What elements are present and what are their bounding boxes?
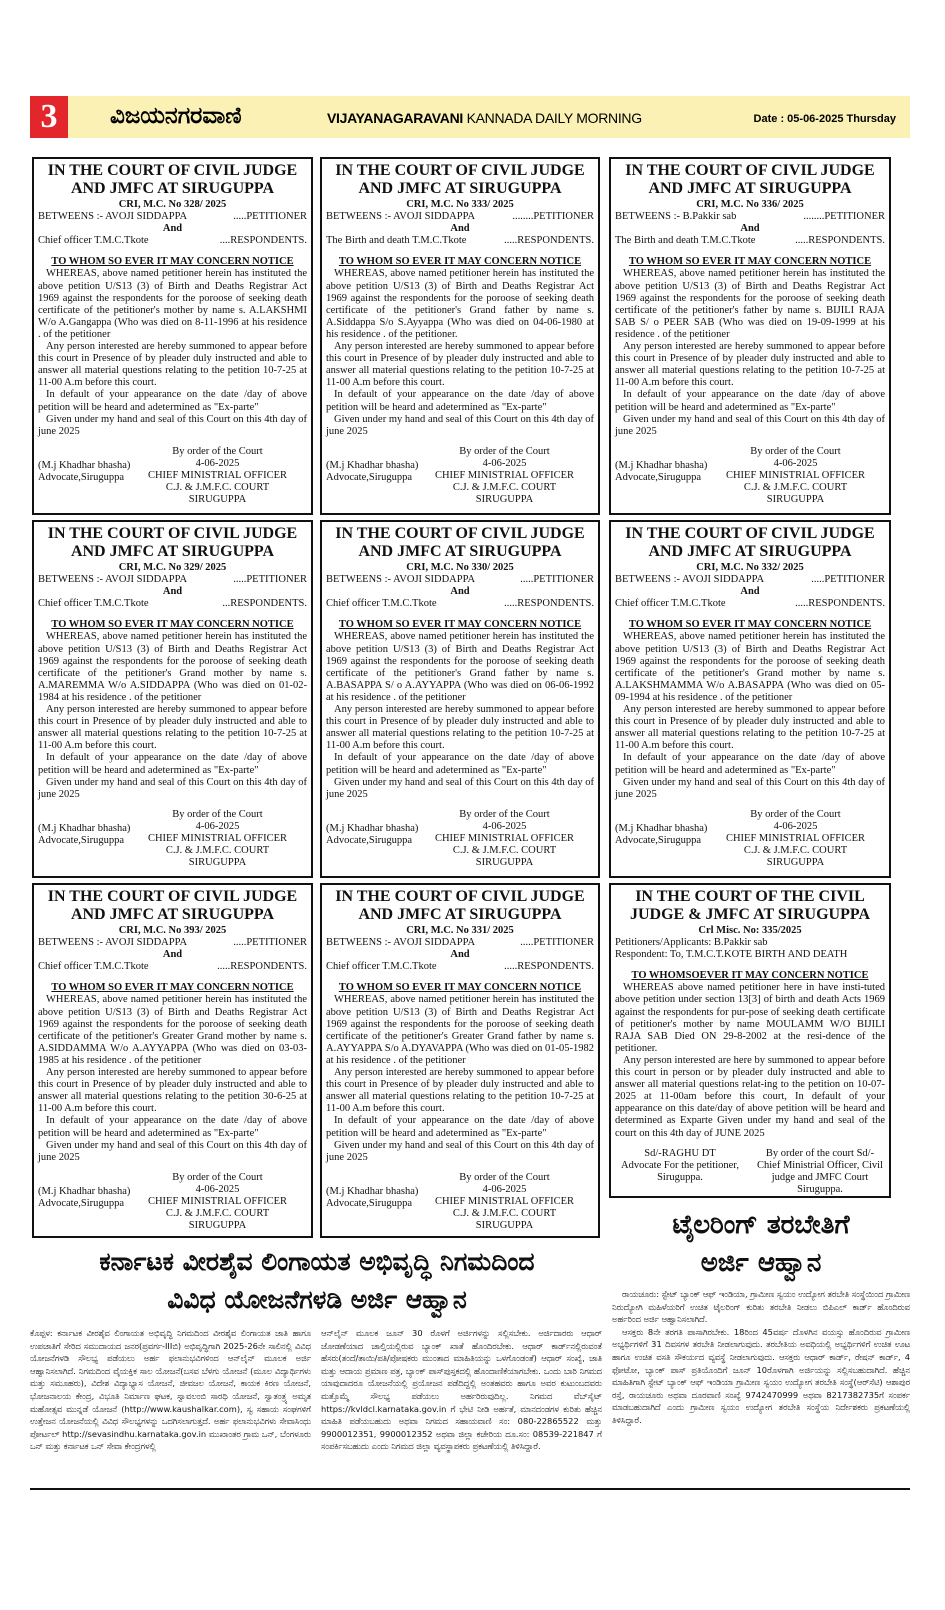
notice-paragraph: Given under my hand and seal of this Court on this 4th day of june 2025 — [615, 413, 885, 437]
notice-paragraph: WHEREAS, above named petitioner herein has instituted the above petition U/S13 (3) of Birth and Deaths Registrar Act 1969 against the respondents for the poroose of seeking death certificate of the petitioner's Greater Grand mother by name s. A.SIDDAMMA W/o A.AYYAPPA (Who was died on 03-03-1985 at his residence . of the petitioner — [38, 994, 307, 1066]
court-abbr: C.J. & J.M.F.C. COURT — [743, 845, 848, 857]
petitioner-role: .....PETITIONER — [520, 574, 594, 586]
signature-block — [38, 1172, 307, 1234]
order-line: By order of the Court — [750, 445, 841, 457]
petitioner-line — [38, 211, 307, 223]
court-order-block — [148, 809, 287, 869]
officer: CHIEF MINISTRIAL OFFICER — [147, 469, 287, 481]
issue-date: Date : 05-06-2025 Thursday — [753, 113, 896, 125]
respondent-role: ....RESPONDENTS. — [219, 235, 307, 247]
court-notice-333 — [320, 157, 600, 515]
court-place: SIRUGUPPA — [475, 857, 534, 869]
notice-paragraph: In default of your appearance on the date /day of above petition will be heard and adetermined as "Ex-parte" — [38, 752, 307, 776]
court-notice-336 — [609, 157, 891, 515]
court-notice-332 — [609, 520, 891, 878]
advocate-role: Advocate For the petitioner, — [621, 1159, 739, 1171]
court-order-block — [148, 446, 287, 506]
tailoring-ad-title — [612, 1206, 910, 1282]
respondent: Chief officer T.M.C.Tkote — [615, 598, 726, 610]
advocate-place: Advocate,Siruguppa — [326, 834, 413, 846]
advocate-block — [615, 1148, 745, 1196]
tailoring-ad-title-line2: ಅರ್ಜಿ ಆಹ್ವಾನ — [700, 1248, 822, 1278]
advocate-block — [615, 823, 707, 847]
notice-paragraph: In default of your appearance on the date /day of above petition will be heard and adetermined as "Ex-parte" — [615, 752, 885, 776]
petitioner: BETWEENS :- AVOJI SIDDAPPA — [326, 574, 476, 586]
advocate-name: (M.j Khadhar bhasha) — [38, 459, 131, 471]
advocate-name: (M.j Khadhar bhasha) — [326, 1185, 419, 1197]
notice-title: IN THE COURT OF CIVIL JUDGE AND JMFC AT SIRUGUPPA — [47, 162, 298, 197]
petitioner: BETWEENS :- AVOJI SIDDAPPA — [326, 211, 476, 223]
paper-name-kannada: ವಿಜಯನಗರವಾಣಿ — [110, 103, 242, 129]
respondent-role: .....RESPONDENTS. — [504, 961, 594, 973]
court-place: SIRUGUPPA — [475, 494, 534, 506]
court-notice-335 — [609, 883, 891, 1198]
advocate-name: (M.j Khadhar bhasha) — [615, 822, 708, 834]
court-notice-330 — [320, 520, 600, 878]
tailoring-ad-paragraph: ಆಸಕ್ತರು 8ನೇ ತರಗತಿ ಪಾಸಾಗಿರಬೇಕು. 18ರಿಂದ 45ವರ್ಷ ದೊಳಗಿನ ವಯಸ್ಸು ಹೊಂದಿರುವ ಗ್ರಾಮೀಣ ಅಭ್ಯರ್ಥಿಗಳಿಗೆ 31 ದಿವಸಗಳ ತರಬೇತಿ ನೀಡಲಾಗುವುದು. ತರಬೇತಿಯ ಅವಧಿಯಲ್ಲಿ ಅಭ್ಯರ್ಥಿಗಳಿಗೆ ಉಚಿತ ಊಟ ಹಾಗೂ ಉಚಿತ ವಸತಿ ಸೌಕರ್ಯದ ವ್ಯವಸ್ಥೆ ನೀಡಲಾಗುವುದು. ಆಸಕ್ತರು ಆಧಾರ್ ಕಾರ್ಡ್, ರೇಷನ್ ಕಾರ್ಡ್, 4 ಫೋಟೋ, ಬ್ಯಾಂಕ್ ಪಾಸ್ ಪ್ರತಿಯೊಂದಿಗೆ ಜೂನ್ 10ರೊಳಗಾಗಿ ಅರ್ಜಿಯನ್ನು ಸಲ್ಲಿಸಬಹುದಾಗಿದೆ. ಹೆಚ್ಚಿನ ಮಾಹಿತಿಗಾಗಿ ಸ್ಟೇಟ್ ಬ್ಯಾಂಕ್ ಆಫ್ ಇಂಡಿಯಾ ಗ್ರಾಮೀಣ ಸ್ವಯಂ ಉದ್ಯೋಗ ತರಬೇತಿ ಸಂಸ್ಥೆ(ಆರ್‌ಸೆಟಿ) ಆಶಾಪುರ ರಸ್ತೆ, ರಾಯಚೂರು ಅಥವಾ ದೂರವಾಣಿ ಸಂಖ್ಯೆ 9742470999 ಅಥವಾ 8217382735ಗೆ ಸಂಪರ್ಕ ಮಾಡಬಹುದಾಗಿದೆ ಎಂದು ಗ್ರಾಮೀಣ ಸ್ವಯಂ ಉದ್ಯೋಗ ತರಬೇತಿ ಸಂಸ್ಥೆಯ ನಿರ್ದೇಶಕರು ಪ್ರಕಟಣೆಯಲ್ಲಿ ತಿಳಿಸಿದ್ದಾರೆ. — [612, 1326, 910, 1425]
case-number: CRI, M.C. No 329/ 2025 — [118, 562, 227, 573]
signature-block — [326, 1172, 594, 1234]
advocate-block — [326, 823, 418, 847]
petitioner: BETWEENS :- AVOJI SIDDAPPA — [38, 574, 188, 586]
veerashaiva-ad-title-line2: ವಿವಿಧ ಯೋಜನೆಗಳಡಿ ಅರ್ಜಿ ಆಹ್ವಾನ — [167, 1285, 467, 1314]
case-number: CRI, M.C. No 332/ 2025 — [696, 562, 804, 573]
respondent-line — [38, 598, 307, 610]
petitioner-role: .....PETITIONER — [233, 574, 307, 586]
respondent-line — [615, 235, 885, 247]
page-number: 3 — [30, 96, 68, 138]
respondent: Chief officer T.M.C.Tkote — [38, 961, 149, 973]
notice-paragraph: Any person interested are hereby summoned to appear before this court in Presence of by pleader duly instructed and able to answer all material questions relating to the petition 30-6-25 at 11-00 A.m before this court. — [38, 1067, 307, 1115]
advocate-place: Advocate,Siruguppa — [615, 834, 702, 846]
petitioner: BETWEENS :- AVOJI SIDDAPPA — [38, 937, 188, 949]
veerashaiva-ad-title-line1: ಕರ್ನಾಟಕ ವೀರಶೈವ ಲಿಂಗಾಯತ ಅಭಿವೃದ್ಧಿ ನಿಗಮದಿಂದ — [99, 1247, 535, 1276]
respondent-role: .....RESPONDENTS. — [217, 961, 307, 973]
notice-paragraph: In default of your appearance on the date /day of above petition will be heard and adetermined as "Ex-parte" — [38, 1115, 307, 1139]
court-notice-393 — [32, 883, 313, 1238]
advocate-place: Advocate,Siruguppa — [326, 471, 413, 483]
masthead — [30, 96, 910, 138]
petitioner-role: ........PETITIONER — [803, 211, 885, 223]
notice-title: IN THE COURT OF CIVIL JUDGE AND JMFC AT SIRUGUPPA — [625, 162, 875, 197]
petitioner: BETWEENS :- AVOJI SIDDAPPA — [38, 211, 188, 223]
respondent-line — [615, 598, 885, 610]
case-number: CRI, M.C. No 336/ 2025 — [696, 199, 804, 210]
order-line: By order of the Court — [172, 1171, 263, 1183]
respondent-role: .....RESPONDENTS. — [504, 235, 594, 247]
respondent-role: ...RESPONDENTS. — [222, 598, 307, 610]
signature-block — [615, 1148, 885, 1196]
officer: CHIEF MINISTRIAL OFFICER — [725, 469, 865, 481]
order-date: 4-06-2025 — [773, 820, 818, 832]
order-date: 4-06-2025 — [482, 820, 527, 832]
court-order-block — [435, 446, 574, 506]
court-place: SIRUGUPPA — [188, 494, 247, 506]
respondent-role: .....RESPONDENTS. — [795, 235, 885, 247]
advocate-place: Advocate,Siruguppa — [38, 471, 125, 483]
case-number: CRI, M.C. No 331/ 2025 — [406, 925, 514, 936]
veerashaiva-ad-body — [30, 1327, 602, 1453]
advocate-name: Sd/-RAGHU DT — [644, 1147, 716, 1159]
petitioner-role: .....PETITIONER — [233, 211, 307, 223]
and-label: And — [162, 949, 183, 961]
notice-title: IN THE COURT OF CIVIL JUDGE AND JMFC AT SIRUGUPPA — [335, 888, 585, 923]
notice-title: IN THE COURT OF CIVIL JUDGE AND JMFC AT SIRUGUPPA — [335, 525, 585, 560]
notice-heading: TO WHOMSOEVER IT MAY CONCERN NOTICE — [631, 970, 869, 982]
court-place: SIRUGUPPA — [188, 857, 247, 869]
notice-title: IN THE COURT OF CIVIL JUDGE AND JMFC AT SIRUGUPPA — [47, 888, 298, 923]
order-date: 4-06-2025 — [482, 1183, 527, 1195]
order-date: 4-06-2025 — [773, 457, 818, 469]
petitioner-role: .....PETITIONER — [520, 937, 594, 949]
petitioner-line — [615, 211, 885, 223]
advocate-place: Advocate,Siruguppa — [615, 471, 702, 483]
signature-block — [38, 809, 307, 871]
paper-tagline: KANNADA DAILY MORNING — [466, 110, 642, 126]
and-label: And — [740, 586, 760, 598]
case-number: CRI, M.C. No 393/ 2025 — [118, 925, 227, 936]
advocate-name: (M.j Khadhar bhasha) — [38, 1185, 131, 1197]
and-label: And — [450, 586, 470, 598]
respondent-line — [38, 961, 307, 973]
court-place: SIRUGUPPA — [188, 1220, 247, 1232]
respondent-line — [326, 235, 594, 247]
notice-paragraph: In default of your appearance on the date /day of above petition will be heard and adetermined as "Ex-parte" — [326, 752, 594, 776]
court-place: SIRUGUPPA — [475, 1220, 534, 1232]
notice-paragraph: Given under my hand and seal of this Court on this 4th day of june 2025 — [615, 776, 885, 800]
advocate-name: (M.j Khadhar bhasha) — [615, 459, 708, 471]
petitioner-role: ........PETITIONER — [512, 211, 594, 223]
petitioner: BETWEENS :- AVOJI SIDDAPPA — [326, 937, 476, 949]
notice-paragraph: Any person interested are hereby summoned to appear before this court in Presence of by pleader duly instructed and able to answer all material questions relating to the petition 10-7-25 at 11-00 A.m before this court. — [326, 704, 594, 752]
order-line: By order of the Court — [172, 445, 263, 457]
order-date: 4-06-2025 — [482, 457, 527, 469]
respondent: The Birth and death T.M.C.Tkote — [326, 235, 467, 247]
notice-paragraph: WHEREAS above named petitioner here in have insti-tuted above petition under section 13[3] of birth and death Acts 1969 against the respondents for pur-pose of seeking death certificate of petitioner's mother by name MOULAMM W/O BIJILI RAJA SAB Died ON 29-8-2002 at the resi-dence of the petitioner. — [615, 982, 885, 1054]
petitioner-line — [326, 574, 594, 586]
respondent-line — [38, 235, 307, 247]
respondent-line — [326, 961, 594, 973]
advocate-block — [38, 460, 130, 484]
and-label: And — [162, 586, 183, 598]
signature-block — [38, 446, 307, 508]
respondent: Chief officer T.M.C.Tkote — [38, 598, 149, 610]
case-number: CRI, M.C. No 330/ 2025 — [406, 562, 514, 573]
order-line: By order of the Court — [172, 808, 263, 820]
advocate-block — [615, 460, 707, 484]
court-order-block — [435, 1172, 574, 1232]
court-abbr: C.J. & J.M.F.C. COURT — [452, 1208, 557, 1220]
notice-paragraph: WHEREAS, above named petitioner herein has instituted the above petition U/S13 (3) of Birth and Deaths Registrar Act 1969 against the respondents for the poroose of seeking death certificate of the petitioner's mother by name s. A.LAKSHMI W/o A.Gangappa (Who was died on 8-11-1996 at his residence . of the petitioner — [38, 268, 307, 340]
order-line: By order of the court Sd/- — [765, 1147, 875, 1159]
case-number: CRI, M.C. No 333/ 2025 — [406, 199, 514, 210]
respondent: Respondent: To, T.M.C.T.KOTE BIRTH AND DEATH — [615, 949, 848, 961]
notice-paragraph: Any person interested are hereby summoned to appear before this court in Presence of by pleader duly instructed and able to answer all material questions relating to the petition 10-7-25 at 11-00 A.m before this court. — [615, 341, 885, 389]
petitioner-line — [615, 574, 885, 586]
notice-paragraph: WHEREAS, above named petitioner herein has instituted the above petition U/S13 (3) of Birth and Deaths Registrar Act 1969 against the respondents for the poroose of seeking death certificate of the petitioner's Grand father by name s. A.Siddappa S/o S.Ayyappa (Who was died on 04-06-1980 at his residence . of the petitioner. — [326, 268, 594, 340]
advocate-name: (M.j Khadhar bhasha) — [326, 822, 419, 834]
notice-paragraph: In default of your appearance on the date /day of above petition will be heard and adetermined as "Ex-parte" — [326, 389, 594, 413]
court-notice-328 — [32, 157, 313, 515]
court-order-block — [148, 1172, 287, 1232]
case-number: Crl Misc. No: 335/2025 — [698, 925, 802, 936]
order-line: By order of the Court — [459, 808, 550, 820]
court-abbr: C.J. & J.M.F.C. COURT — [452, 845, 557, 857]
notice-paragraph: WHEREAS, above named petitioner herein has instituted the above petition U/S13 (3) of Birth and Deaths Registrar Act 1969 against the respondents for the poroose of seeking death certificate of the petitioner's father by name s. BIJILI RAJA SAB S/ o PEER SAB (Who was died on 19-09-1999 at his residence . of the petitioner — [615, 268, 885, 340]
petitioner: BETWEENS :- AVOJI SIDDAPPA — [615, 574, 765, 586]
signature-block — [326, 446, 594, 508]
advocate-block — [38, 823, 130, 847]
respondent-role: .....RESPONDENTS. — [795, 598, 885, 610]
court-place: SIRUGUPPA — [766, 494, 825, 506]
notice-paragraph: Any person interested are hereby summoned to appear before this court in Presence of by pleader duly instructed and able to answer all material questions relating to the petition 10-7-25 at 11-00 A.m before this court. — [326, 341, 594, 389]
petitioner: BETWEENS :- B.Pakkir sab — [615, 211, 737, 223]
court-abbr: C.J. & J.M.F.C. COURT — [165, 845, 270, 857]
notice-title: IN THE COURT OF THE CIVIL JUDGE & JMFC AT SIRUGUPPA — [630, 888, 870, 923]
notice-paragraph: In default of your appearance on the date /day of above petition will be heard and adetermined as "Ex-parte" — [615, 389, 885, 413]
notice-paragraph: In default of your appearance on the date /day of above petition will be heard and adetermined as "Ex-parte" — [38, 389, 307, 413]
notice-paragraph: WHEREAS, above named petitioner herein has instituted the above petition U/S13 (3) of Birth and Deaths Registrar Act 1969 against the respondents for the poroose of seeking death certificate of the petitioner's Grand father by name s. A.BASAPPA S/ o A.AYYAPPA (Who was died on 06-06-1992 at his residence . of the petitioner — [326, 631, 594, 703]
officer: CHIEF MINISTRIAL OFFICER — [434, 832, 574, 844]
and-label: And — [450, 949, 470, 961]
paper-name-english — [327, 110, 642, 126]
advocate-block — [38, 1186, 130, 1210]
and-label: And — [162, 223, 183, 235]
petitioner-line — [326, 211, 594, 223]
advocate-block — [326, 1186, 418, 1210]
court-place: Siruguppa. — [797, 1183, 843, 1195]
and-label: And — [450, 223, 470, 235]
notice-paragraph: Given under my hand and seal of this Court on this 4th day of june 2025 — [38, 776, 307, 800]
notice-paragraph: In default of your appearance on the date /day of above petition will be heard and adetermined as "Ex-parte" — [326, 1115, 594, 1139]
case-number: CRI, M.C. No 328/ 2025 — [118, 199, 227, 210]
notice-paragraph: Given under my hand and seal of this Court on this 4th day of june 2025 — [38, 1139, 307, 1163]
notice-heading: TO WHOM SO EVER IT MAY CONCERN NOTICE — [338, 619, 582, 631]
order-line: By order of the Court — [750, 808, 841, 820]
respondent: Chief officer T.M.C.Tkote — [326, 961, 437, 973]
notice-paragraph: Given under my hand and seal of this Court on this 4th day of june 2025 — [326, 413, 594, 437]
order-date: 4-06-2025 — [195, 1183, 240, 1195]
notice-paragraph: Any person interested are hereby summoned to appear before this court in Presence of by pleader duly instructed and able to answer all material questions relating to the petition 10-7-25 at 11-00 A.m before this court. — [38, 704, 307, 752]
notice-paragraph: Any person interested are hereby summoned to appear before this court in Presence of by pleader duly instructed and able to answer all material questions relating to the petition 10-7-25 at 11-00 A.m before this court. — [326, 1067, 594, 1115]
respondent: Chief officer T.M.C.Tkote — [38, 235, 149, 247]
notice-heading: TO WHOM SO EVER IT MAY CONCERN NOTICE — [51, 982, 294, 994]
advocate-place: Advocate,Siruguppa — [38, 1197, 125, 1209]
court-order-block — [755, 1148, 885, 1196]
veerashaiva-ad-col2: ಆನ್‌ಲೈನ್ ಮೂಲಕ ಜೂನ್ 30 ರೊಳಗೆ ಅರ್ಜಿಗಳನ್ನು ಸಲ್ಲಿಸಬೇಕು. ಅರ್ಜಿದಾರರು ಆಧಾರ್ ಜೋಡಣೆಯಾದ ಚಾಲ್ತಿಯಲ್ಲಿರುವ ಬ್ಯಾಂಕ್ ಖಾತೆ ಹೊಂದಿರಬೇಕು. ಆಧಾರ್ ಕಾರ್ಡ್‌ನಲ್ಲಿರುವಂತೆ ಹೆಸರು(ತಂದೆ/ತಾಯಿ/ಪತಿ/ಪೋಷಕರು ಮುಂತಾದ ಮಾಹಿತಿಯನ್ನು ಒಳಗೊಂಡಂತೆ) ಆಧಾರ್ ಸಂಖ್ಯೆ, ಜಾತಿ ಮತ್ತು ಆದಾಯ ಪ್ರಮಾಣ ಪತ್ರ, ಬ್ಯಾಂಕ್ ಪಾಸ್‌ಪುಸ್ತಕದಲ್ಲಿ ಹೊಂದಾಣಿಕೆಯಾಗಬೇಕು. ಒಂದು ಬಾರಿ ನಿಗಮದ ಯಾವುದಾದರೂ ಯೋಜನೆಯಲ್ಲಿ ಪ್ರಯೋಜನ ಪಡೆದಿದ್ದಲ್ಲಿ ಅಂತಹವರು ಹಾಗೂ ಅವರ ಕುಟುಂಬದವರು ಮತ್ತೊಮ್ಮೆ ಸೌಲಭ್ಯ ಪಡೆಯಲು ಅರ್ಹರಿರುವುದಿಲ್ಲ. ನಿಗಮದ ವೆಬ್‌ಸೈಟ್ https://kvldcl.karnataka.gov.in ಗೆ ಭೇಟಿ ನೀಡಿ ಅರ್ಹತೆ, ಮಾನದಂಡಗಳ ಕುರಿತು ಹೆಚ್ಚಿನ ಮಾಹಿತಿ ಪಡೆಯಬಹುದು ಅಥವಾ ನಿಗಮದ ಸಹಾಯವಾಣಿ ಸಂ: 080-22865522 ಮತ್ತು 9900012351, 9900012352 ಅಥವಾ ಜಿಲ್ಲಾ ಕಚೇರಿಯ ದೂ.ಸಂ: 08539-221847 ಗೆ ಸಂಪರ್ಕಿಸಬಹುದು ಎಂದು ನಿಗಮದ ಜಿಲ್ಲಾ ವ್ಯವಸ್ಥಾಪಕರು ಪ್ರಕಟಣೆಯಲ್ಲಿ ತಿಳಿಸಿದ್ದಾರೆ. — [321, 1328, 602, 1452]
petitioner-role: .....PETITIONER — [811, 574, 885, 586]
advocate-name: (M.j Khadhar bhasha) — [38, 822, 131, 834]
order-date: 4-06-2025 — [195, 457, 240, 469]
petitioner-role: .....PETITIONER — [233, 937, 307, 949]
notice-title: IN THE COURT OF CIVIL JUDGE AND JMFC AT SIRUGUPPA — [47, 525, 298, 560]
court-abbr: C.J. & J.M.F.C. COURT — [165, 482, 270, 494]
court-abbr: C.J. & J.M.F.C. COURT — [452, 482, 557, 494]
notice-heading: TO WHOM SO EVER IT MAY CONCERN NOTICE — [628, 256, 872, 268]
veerashaiva-ad-col1: ಕೊಪ್ಪಳ: ಕರ್ನಾಟಕ ವೀರಶೈವ ಲಿಂಗಾಯತ ಅಭಿವೃದ್ಧಿ ನಿಗಮದಿಂದ ವೀರಶೈವ ಲಿಂಗಾಯತ ಜಾತಿ ಹಾಗೂ ಉಪಜಾತಿಗೆ ಸೇರಿದ ಸಮುದಾಯದ ಜನರ(ಪ್ರವರ್ಗ-IIIಬಿ) ಅಭಿವೃದ್ಧಿಗಾಗಿ 2025-26ನೇ ಸಾಲಿನಲ್ಲಿ ವಿವಿಧ ಯೋಜನೆಗಳಡಿ ಸೌಲಭ್ಯ ಪಡೆಯಲು ಅರ್ಹ ಫಲಾನುಭವಿಗಳಿಂದ ಆನ್‌ಲೈನ್ ಮೂಲಕ ಅರ್ಜಿ ಆಹ್ವಾನಿಸಲಾಗಿದೆ. ನಿಗಮದಿಂದ ವೈಯಕ್ತಿಕ ಸಾಲ ಯೋಜನೆ(ಬಸವ ಬೆಳಗು ಯೋಜನೆ (ಮೂಲ ವಿದ್ಯಾರ್ಥಿಗಳು ಮತ್ತು ಸಮೂಹರು), ವಿದೇಶ ವಿದ್ಯಾಭ್ಯಾಸ ಯೋಜನೆ, ಜೀವಜಲ ಯೋಜನೆ, ಕಾಯಕ ಕಿರಣ ಯೋಜನೆ, ಭೋಜನಾಲಯ ಕೇಂದ್ರ, ವಿಭೂತಿ ನಿರ್ಮಾಣ ಘಟಕ, ಸ್ವಾವಲಂಬಿ ಸಾರಥಿ ಯೋಜನೆ, ಸ್ವಾತಂತ್ರ್ಯ ಅಮೃತ ಮಹೋತ್ಸವ ಮುನ್ನಡೆ ಯೋಜನೆ (http://www.kaushalkar.com), ಸ್ವ ಸಹಾಯ ಸಂಘಗಳಿಗೆ ಉತ್ತೇಜನ ಯೋಜನೆಯಲ್ಲಿ ವಿವಿಧ ಸೌಲಭ್ಯಗಳನ್ನು ಒದಗಿಸಲಾಗುತ್ತದೆ. ಅರ್ಹ ಫಲಾನುಭವಿಗಳು ಸೇವಾಸಿಂಧು ಪೋರ್ಟಲ್ http://sevasindhu.karnataka.gov.in ಮುಖಾಂತರ ಗ್ರಾಮ ಒನ್, ಬೆಂಗಳೂರು ಒನ್ ಮತ್ತು ಕರ್ನಾಟಕ ಒನ್ ಸೇವಾ ಕೇಂದ್ರಗಳಲ್ಲಿ — [30, 1328, 311, 1452]
petitioner: Petitioners/Applicants: B.Pakkir sab — [615, 937, 768, 949]
notice-paragraph: WHEREAS, above named petitioner herein has instituted the above petition U/S13 (3) of Birth and Deaths Registrar Act 1969 against the respondents for the poroose of seeking death certificate of the petitioner's Grand mother by name s. A.MAREMMA W/o A.SIDDAPPA (Who was died on 01-02-1984 at his residence . of the petitioner — [38, 631, 307, 703]
advocate-name: (M.j Khadhar bhasha) — [326, 459, 419, 471]
notice-paragraph: Any person interested are hereby summoned to appear before this court in Presence of by pleader duly instructed and able to answer all material questions relating to the petition 10-7-25 at 11-00 A.m before this court. — [615, 704, 885, 752]
signature-block — [615, 446, 885, 508]
order-line: By order of the Court — [459, 445, 550, 457]
court-abbr: C.J. & J.M.F.C. COURT — [165, 1208, 270, 1220]
officer: CHIEF MINISTRIAL OFFICER — [147, 1195, 287, 1207]
notice-paragraph: Given under my hand and seal of this Court on this 4th day of june 2025 — [38, 413, 307, 437]
advocate-place: Advocate,Siruguppa — [38, 834, 125, 846]
notice-paragraph: WHEREAS, above named petitioner herein has instituted the above petition U/S13 (3) of Birth and Deaths Registrar Act 1969 against the respondents for the poroose of seeking death certificate of the petitioner's Grand mother by name s. A.LAKSHMAMMA W/o A.BASAPPA (Who was died on 05-09-1994 at his residence . of the petitioner — [615, 631, 885, 703]
respondent: The Birth and death T.M.C.Tkote — [615, 235, 756, 247]
tailoring-ad-body — [612, 1288, 910, 1427]
notice-paragraph: Given under my hand and seal of this Court on this 4th day of june 2025 — [326, 1139, 594, 1163]
veerashaiva-ad-title — [32, 1247, 602, 1315]
and-label: And — [740, 223, 760, 235]
notice-title: IN THE COURT OF CIVIL JUDGE AND JMFC AT SIRUGUPPA — [625, 525, 875, 560]
notice-heading: TO WHOM SO EVER IT MAY CONCERN NOTICE — [51, 256, 294, 268]
court-order-block — [726, 446, 865, 506]
court-order-block — [435, 809, 574, 869]
officer: CHIEF MINISTRIAL OFFICER — [725, 832, 865, 844]
notice-paragraph: Given under my hand and seal of this Court on this 4th day of june 2025 — [326, 776, 594, 800]
tailoring-ad-title-line1: ಟೈಲರಿಂಗ್ ತರಬೇತಿಗೆ — [672, 1210, 850, 1240]
petitioner-line — [38, 574, 307, 586]
notice-heading: TO WHOM SO EVER IT MAY CONCERN NOTICE — [628, 619, 872, 631]
officer: CHIEF MINISTRIAL OFFICER — [434, 469, 574, 481]
order-line: By order of the Court — [459, 1171, 550, 1183]
advocate-place: Advocate,Siruguppa — [326, 1197, 413, 1209]
court-place: SIRUGUPPA — [766, 857, 825, 869]
notice-heading: TO WHOM SO EVER IT MAY CONCERN NOTICE — [51, 619, 294, 631]
officer: CHIEF MINISTRIAL OFFICER — [434, 1195, 574, 1207]
advocate-block — [326, 460, 418, 484]
signature-block — [615, 809, 885, 871]
tailoring-ad-paragraph: ರಾಯಚೂರು: ಸ್ಟೇಟ್ ಬ್ಯಾಂಕ್ ಆಫ್ ಇಂಡಿಯಾ, ಗ್ರಾಮೀಣ ಸ್ವಯಂ ಉದ್ಯೋಗ ತರಬೇತಿ ಸಂಸ್ಥೆಯಿಂದ ಗ್ರಾಮೀಣ ನಿರುದ್ಯೋಗಿ ಮಹಿಳೆಯರಿಗೆ ಉಚಿತ ಟೈಲರಿಂಗ್ ಕುರಿತು ತರಬೇತಿ ನೀಡಲು ಬಿಪಿಎಲ್ ಕಾರ್ಡ್ ಹೊಂದಿರುವ ಅರ್ಹರಿಂದ ಅರ್ಜಿ ಆಹ್ವಾನಿಸಲಾಗಿದೆ. — [612, 1289, 910, 1325]
notice-paragraph: Any person interested are hereby summoned to appear before this court in Presence of by pleader duly instructed and able to answer all material questions relating to the petition 10-7-25 at 11-00 A.m before this court. — [38, 341, 307, 389]
page-bottom-rule — [30, 1488, 910, 1490]
court-order-block — [726, 809, 865, 869]
notice-paragraph: Any person interested are here by summoned to appear before this court in person or by pleader duly instructed and able to answer all material questions relat-ing to the petition on 10-07-2025 at 11-00am before this court, In default of your appearance on this date/day of above petition will be heard and determined as Exparte Given under my hand and seal of the court on this 4th day of JUNE 2025 — [615, 1054, 885, 1139]
notice-heading: TO WHOM SO EVER IT MAY CONCERN NOTICE — [338, 256, 582, 268]
notice-heading: TO WHOM SO EVER IT MAY CONCERN NOTICE — [338, 982, 582, 994]
court-notice-331 — [320, 883, 600, 1238]
respondent-role: .....RESPONDENTS. — [504, 598, 594, 610]
court-abbr: judge and JMFC Court — [771, 1171, 869, 1183]
court-abbr: C.J. & J.M.F.C. COURT — [743, 482, 848, 494]
petitioner-line — [38, 937, 307, 949]
signature-block — [326, 809, 594, 871]
officer: CHIEF MINISTRIAL OFFICER — [147, 832, 287, 844]
order-date: 4-06-2025 — [195, 820, 240, 832]
advocate-place: Siruguppa. — [657, 1171, 703, 1183]
respondent-line — [326, 598, 594, 610]
notice-title: IN THE COURT OF CIVIL JUDGE AND JMFC AT SIRUGUPPA — [335, 162, 585, 197]
court-notice-329 — [32, 520, 313, 878]
petitioner-line — [326, 937, 594, 949]
notice-paragraph: WHEREAS, above named petitioner herein has instituted the above petition U/S13 (3) of Birth and Deaths Registrar Act 1969 against the respondents for the poroose of seeking death certificate of the petitioner's Greater Grand father by name s. A.AYYAPPA S/o A.DYAVAPPA (Who was died on 01-05-1982 at his residence . of the petitioner — [326, 994, 594, 1066]
paper-name-english-bold: VIJAYANAGARAVANI — [327, 110, 464, 126]
officer: Chief Ministrial Officer, Civil — [757, 1159, 883, 1171]
respondent: Chief officer T.M.C.Tkote — [326, 598, 437, 610]
